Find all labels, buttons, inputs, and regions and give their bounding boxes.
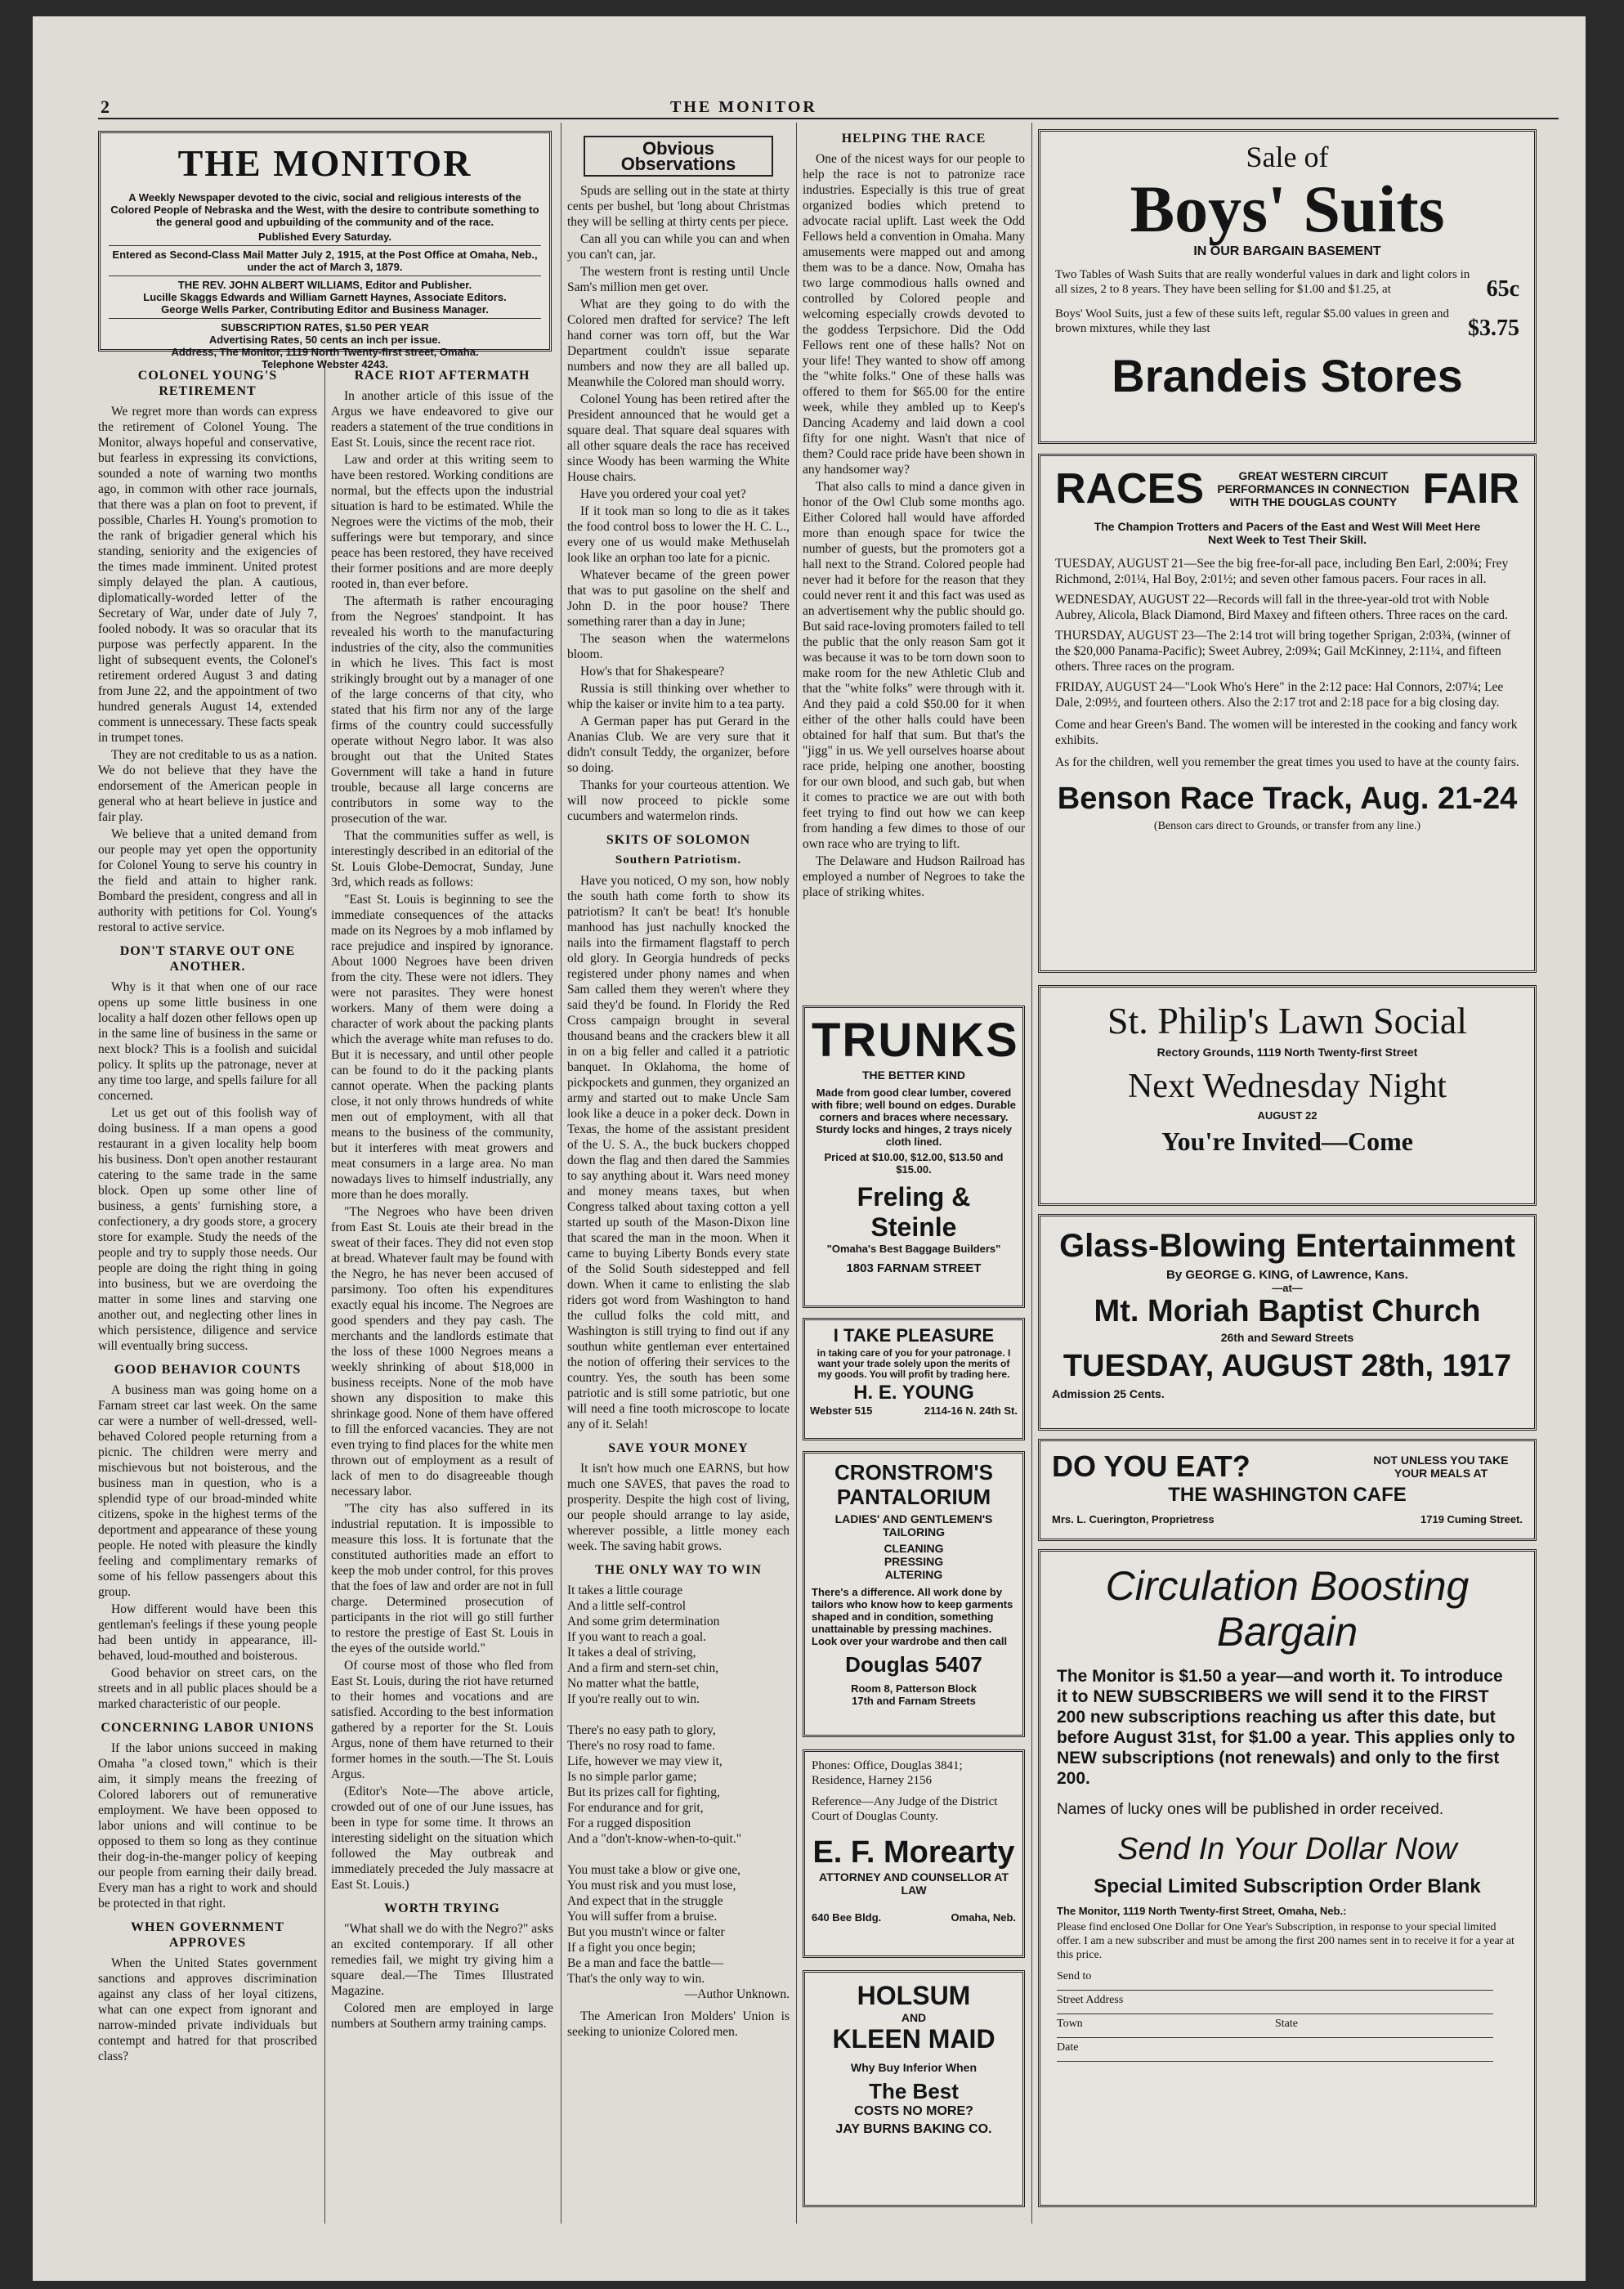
morearty-phones: Phones: Office, Douglas 3841; Residence, Harney 2156 <box>812 1759 963 1787</box>
masthead-advertising: Advertising Rates, 50 cents an inch per issue. <box>208 334 441 346</box>
glass-church: Mt. Moriah Baptist Church <box>1094 1294 1481 1328</box>
cafe-question: DO YOU EAT? <box>1052 1449 1250 1483</box>
street-address-field[interactable] <box>1057 1994 1493 2014</box>
poem-line: Life, however we may view it, <box>567 1754 723 1768</box>
young-body: in taking care of you for your patronage. I want your trade solely upon the merits of my goods. You will profit by trading here. <box>816 1347 1011 1380</box>
cafe-proprietress: Mrs. L. Cuerington, Proprietress <box>1052 1513 1215 1525</box>
headline-only-way: THE ONLY WAY TO WIN <box>595 1563 762 1577</box>
holsum-costs: COSTS NO MORE? <box>854 2104 973 2118</box>
headline-skits: SKITS OF SOLOMON <box>606 833 751 847</box>
morearty-address: 640 Bee Bldg. <box>812 1911 882 1924</box>
headline-good-behavior: GOOD BEHAVIOR COUNTS <box>114 1363 302 1377</box>
paragraph: Of course most of those who fled from East St. Louis, during the riot have returned to their homes and vocations and are satisfied. According to the best information gathered by a reporter for the St. Louis Argus, none of them have returned to their former homes in the south.—The St. Louis Argus. <box>331 1659 553 1781</box>
headline-labor-unions: CONCERNING LABOR UNIONS <box>101 1721 315 1735</box>
masthead-address: Address, The Monitor, 1119 North Twenty-first street, Omaha. <box>171 346 479 358</box>
poem-line: And expect that in the struggle <box>567 1894 723 1908</box>
masthead-rates: SUBSCRIPTION RATES, $1.50 PER YEAR <box>109 318 541 334</box>
poem-line <box>567 1707 790 1722</box>
paragraph: Have you ordered your coal yet? <box>580 487 746 501</box>
paragraph: The aftermath is rather encouraging from the Negroes' standpoint. It has revealed his worth to the manufacturing industries of the city, also the communities in which he lives. This fact is most strikingly brought out by a manager of one of the large concerns of that city, who stated that his firm nor any of the large firms of the country could successfully operate without Negro labor. It was also brought out that the United States Government will take a hand in future trouble, because all large concerns are contributors in some way to the prosecution of the war. <box>331 594 553 826</box>
paragraph: It isn't how much one EARNS, but how much one SAVES, that paves the road to prosperity. Despite the high cost of living, our people should arrange to lay aside, wherever possible, a little money each week. The saving habit grows. <box>567 1462 790 1553</box>
column-2 <box>331 360 553 2232</box>
brandeis-store: Brandeis Stores <box>1112 350 1463 401</box>
paragraph: How different would have been this gentleman's feelings if these young people had been untidy in appearance, ill-behaved, loud-mouthed and boisterous. <box>98 1602 317 1663</box>
obvious-observations-title: Obvious Observations <box>584 136 773 177</box>
races-wednesday: WEDNESDAY, AUGUST 22—Records will fall in the three-year-old trot with Noble Aubrey, Alicola, Black Diamond, Bird Maxey and fifteen others. Three races on the card. <box>1055 593 1508 622</box>
cafe-address: 1719 Cuming Street. <box>1420 1513 1523 1525</box>
cronstrom-subtitle: LADIES' AND GENTLEMEN'S TAILORING <box>834 1512 993 1539</box>
trunks-subtitle: THE BETTER KIND <box>862 1068 965 1082</box>
masthead-editor: THE REV. JOHN ALBERT WILLIAMS, Editor and Publisher. <box>109 275 541 291</box>
paragraph: If it took man so long to die as it takes the food control boss to lower the H. C. L., every one of us would make Methuselah look like an orphan too late for a picnic. <box>567 504 790 565</box>
holsum-line: Why Buy Inferior When <box>851 2061 977 2074</box>
st-philip-title: St. Philip's Lawn Social <box>1107 1000 1468 1041</box>
paragraph: How's that for Shakespeare? <box>580 665 725 679</box>
paragraph: We believe that a united demand from our people may yet open the opportunity for Colonel Young to serve his country in the field and attain to higher rank. Bombard the president, congress and all in authority with petitions for Col. Young's restoral to active service. <box>98 827 317 934</box>
poem-line: No matter what the battle, <box>567 1677 700 1691</box>
st-philip-ad <box>1038 985 1537 1206</box>
trunks-price: Priced at $10.00, $12.00, $13.50 and $15.00. <box>824 1151 1004 1176</box>
trunks-firm: Freling & Steinle <box>857 1182 971 1242</box>
column-rule <box>796 123 797 2224</box>
paragraph: What are they going to do with the Colored men drafted for service? The left hand corner was torn off, but the War Department couldn't issue separate numbers and now they are all balled up. Meanwhile the Colored man should worry. <box>567 298 790 389</box>
races-circuit: GREAT WESTERN CIRCUIT PERFORMANCES IN CONNECTION WITH THE DOUGLAS COUNTY <box>1217 469 1410 508</box>
morearty-name: E. F. Morearty <box>812 1835 1015 1870</box>
headline-government: WHEN GOVERNMENT APPROVES <box>131 1920 284 1950</box>
morearty-ad <box>803 1749 1025 1958</box>
paragraph: We regret more than words can express the retirement of Colonel Young. The Monitor, always hopeful and conservative, but fearless in expressing its convictions, sounded a note of warning two months ago, in common with other race journals, that there was a plan on foot to prevent, if possible, Charles H. Young's promotion to the rank of brigadier general which his standing, seniority and the exigencies of the times made imminent. United protest simply delayed the plan. A cautious, diplomatically-worded letter of the Secretary of War, under date of July 7, fooled nobody. It was so oracular that its purpose was perfectly apparent. In the light of subsequent events, the Colonel's retirement ordered August 3 and dating from June 22, and the appointment of two hundred generals August 14, extended comment is unnecessary. These facts speak in trumpet tones. <box>98 405 317 745</box>
masthead-title: THE MONITOR <box>177 142 472 184</box>
st-philip-address: Rectory Grounds, 1119 North Twenty-first Street <box>1156 1046 1418 1059</box>
brandeis-subtitle: IN OUR BARGAIN BASEMENT <box>1193 244 1381 258</box>
running-title: THE MONITOR <box>670 98 817 116</box>
headline-save-money: SAVE YOUR MONEY <box>608 1441 749 1455</box>
poem-line: If you're really out to win. <box>567 1692 700 1706</box>
poem-line: There's no rosy road to fame. <box>567 1739 715 1753</box>
column-rule <box>324 360 325 2224</box>
st-philip-when: Next Wednesday Night <box>1127 1068 1447 1105</box>
paragraph: A German paper has put Gerard in the Ananias Club. We are very sure that it didn't consult Teddy, the organizer, before so doing. <box>567 714 790 775</box>
poem-line: Is no simple parlor game; <box>567 1770 697 1784</box>
paragraph: Have you noticed, O my son, how nobly the south hath come forth to show its patriotism? It can't be beat! It's honuble manhood has just nachully knocked the nails into the firmament flagstaff to perch old glory. In Georgia hundreds of pecks registered under phony names and when Sam called them they weren't where they said they'd be found. In Floridy the Red Cross campaign brought in several thousand beans and the crackers blew it all in on a big feller and called it a patriotic banquet. In Oklahoma, the home of pickpockets and gunmen, they organized an army and started out to make Uncle Sam look like a deuce in a poker deck. Down in Texas, the home of the assistant president of the U. S. A., the buck buckers chopped down the flag and then dared the Sammies to say anything about it. Wars need money and money means taxes, but when Congress talked about taxing cotton a yell started up south of the Mason-Dixon line that scared the man in the moon. When it came to buying Liberty Bonds every state of the Solid South sidestepped and fell down. When it came to enlisting the slab riders got word from Washington to hand the cullud folks the cold mitt, and Washington is still trying to find out if any southun white gentleman ever entertained the notion of offering their services to the country. Yes, the south has been some patriotic and is still some patriotic, but one will need a fine tooth microscope to locate any of it. Selah! <box>567 874 790 1431</box>
cronstrom-address-1: Room 8, Patterson Block <box>851 1682 977 1695</box>
brandeis-wool-suits: Boys' Wool Suits, just a few of these suits left, regular $5.00 values in green and brown mixtures, while they last <box>1055 307 1449 335</box>
holsum-and: AND <box>901 2011 927 2024</box>
paragraph: One of the nicest ways for our people to help the race is not to patronize race industries. Especially is this true of great organized bodies which pretend to advocate racial uplift. Last week the Odd Fellows held a convention in Omaha. Many amusements were mapped out and among them was to be a dance. Now, Omaha has two large commodious halls owned and controlled by Colored people and welcoming especially crowds devoted to the goddess Terpsichore. Did the Odd Fellows rent one of these halls? Not on your life! They wanted to show off among the "white folks." One of these halls was offered to them for $65.00 for the entire week, while they ambled up to Keep's Dancing Academy and laid down a cool fifty for one night. Wasn't that nice of them? Could race pride have been shown in any handsomer way? <box>803 152 1025 477</box>
paragraph: Spuds are selling out in the state at thirty cents per bushel, but 'long about Christmas they will be selling at thirty cents per piece. <box>567 184 790 229</box>
st-philip-invite: You're Invited—Come <box>1161 1127 1413 1156</box>
morearty-reference: Reference—Any Judge of the District Court of Douglas County. <box>812 1795 998 1823</box>
benson-track: Benson Race Track, Aug. 21-24 <box>1057 782 1518 816</box>
headline-young-retirement: COLONEL YOUNG'S RETIREMENT <box>137 369 278 398</box>
column-4 <box>803 123 1025 973</box>
town-state-field[interactable] <box>1057 2018 1493 2038</box>
circ-title-1: Circulation Boosting <box>1105 1563 1470 1609</box>
cronstrom-title: CRONSTROM'S PANTALORIUM <box>834 1460 993 1509</box>
paragraph: Law and order at this writing seem to have been restored. Working conditions are normal, but the effects upon the industrial situation is hard to be estimated. While the Negroes were the victims of the mob, their sufferings were but temporary, and since peace has been restored, they have received their former positions and are more deeply rooted in, than ever before. <box>331 453 553 591</box>
glass-blowing-ad <box>1038 1214 1537 1431</box>
headline-helping-race: HELPING THE RACE <box>841 132 986 146</box>
races-children: As for the children, well you remember the great times you used to have at the county fairs. <box>1055 755 1519 769</box>
poem-author: —Author Unknown. <box>684 1987 790 2001</box>
races-ad <box>1038 454 1537 973</box>
brandeis-price-2: $3.75 <box>1468 316 1519 341</box>
paragraph: (Editor's Note—The above article, crowded out of one of our June issues, has been in type for some time. It throws an interesting sidelight on the situation which followed the May outbreak and immediately preceded the July massacre at East St. Louis.) <box>331 1785 553 1892</box>
morearty-title: ATTORNEY AND COUNSELLOR AT LAW <box>818 1870 1009 1897</box>
races-friday: FRIDAY, AUGUST 24—"Look Who's Here" in the 2:12 pace: Hal Connors, 2:07¼; Lee Dale, 2:09½, and fourteen others. Also the 2:17 trot and 2:18 pace for a big closing day. <box>1055 680 1504 710</box>
headline-worth-trying: WORTH TRYING <box>384 1902 500 1915</box>
fair-title: FAIR <box>1422 465 1519 513</box>
date-field[interactable] <box>1057 2041 1493 2062</box>
young-phone: Webster 515 <box>810 1404 873 1417</box>
trunks-body: Made from good clear lumber, covered with fibre; well bound on edges. Durable corners and braces where necessary. Sturdy locks and hinges, 2 trays nicely cloth lined. <box>812 1086 1016 1148</box>
cronstrom-pressing: PRESSING <box>884 1555 944 1568</box>
cafe-name: THE WASHINGTON CAFE <box>1168 1484 1407 1506</box>
paragraph: "The city has also suffered in its industrial reputation. It is impossible to measure this loss. It is fortunate that the constituted authorities made an effort to keep the mob under control, for this proves that the foes of law and order are not in full charge. Determined prosecution of participants in the riot will go still further to restore the prestige of East St. Louis in the eyes of the outside world." <box>331 1502 553 1655</box>
young-address: 2114-16 N. 24th St. <box>924 1404 1018 1417</box>
circ-names: Names of lucky ones will be published in order received. <box>1057 1801 1444 1818</box>
holsum-title: HOLSUM <box>857 1981 971 2010</box>
poem-line: It takes a deal of striving, <box>567 1646 696 1660</box>
paragraph: In another article of this issue of the Argus we have endeavored to give our readers a statement of the true conditions in East St. Louis, since the recent race riot. <box>331 389 553 450</box>
paragraph: A business man was going home on a Farnam street car last week. On the same car were a number of well-dressed, well-behaved Colored people returning from a picnic. The children were merry and mischievous but not boisterous, and the business man in question, who is a splendid type of our broad-minded white citizens, spoke in the highest terms of the deportment and appearance of these young people. He noted with pleasure the kindly feeling and complimentary remarks of some of his fellow passengers about this group. <box>98 1383 317 1599</box>
poem-line: You must take a blow or give one, <box>567 1863 740 1877</box>
races-cars: (Benson cars direct to Grounds, or transfer from any line.) <box>1153 820 1421 832</box>
town-label: Town <box>1057 2018 1083 2030</box>
holsum-ad <box>803 1970 1025 2207</box>
cronstrom-altering: ALTERING <box>884 1568 943 1581</box>
cronstrom-cleaning: CLEANING <box>884 1542 944 1555</box>
young-title: I TAKE PLEASURE <box>833 1325 995 1346</box>
brandeis-price-1: 65c <box>1486 276 1519 302</box>
poem-line: That's the only way to win. <box>567 1972 705 1986</box>
glass-address: 26th and Seward Streets <box>1220 1331 1354 1344</box>
paragraph: Can all you can while you can and when you can't can, jar. <box>567 232 790 262</box>
paragraph: The season when the watermelons bloom. <box>567 632 790 661</box>
jay-burns-name: JAY BURNS BAKING CO. <box>835 2122 992 2136</box>
paragraph: That the communities suffer as well, is interestingly described in an editorial of the St. Louis Globe-Democrat, Sunday, June 3rd, which reads as follows: <box>331 829 553 889</box>
subhead-patriotism: Southern Patriotism. <box>615 853 742 867</box>
poem-line: You must risk and you must lose, <box>567 1879 736 1893</box>
young-name: H. E. YOUNG <box>853 1382 974 1404</box>
paragraph: The Delaware and Hudson Railroad has employed a number of Negroes to take the place of striking whites. <box>803 854 1025 899</box>
poem-line <box>567 1847 790 1862</box>
poem-line: If you want to reach a goal. <box>567 1630 707 1644</box>
poem <box>567 1583 790 1987</box>
morearty-city: Omaha, Neb. <box>951 1911 1016 1924</box>
races-subtitle: The Champion Trotters and Pacers of the East and West Will Meet Here Next Week to Test Their Skill. <box>1094 520 1481 546</box>
cronstrom-body: There's a difference. All work done by tailors who know how to keep garments shaped and in condition, something unattainable by pressing machines. Look over your wardrobe and then call <box>812 1586 1013 1647</box>
glass-at: —at— <box>1272 1282 1303 1294</box>
kleen-maid-title: KLEEN MAID <box>832 2024 995 2054</box>
circ-body: The Monitor is $1.50 a year—and worth it. To introduce it to NEW SUBSCRIBERS we will send it to the FIRST 200 new subscriptions reaching us after this date, but before August 31st, for $1.00 a year. This applies only to NEW subscriptions (not renewals) and only to the first 200. <box>1057 1667 1515 1788</box>
poem-line: Be a man and face the battle— <box>567 1956 724 1970</box>
poem-line: For a rugged disposition <box>567 1816 691 1830</box>
cronstrom-address-2: 17th and Farnam Streets <box>852 1695 976 1707</box>
trunks-address: 1803 FARNAM STREET <box>846 1261 982 1275</box>
street-address-label: Street Address <box>1057 1994 1124 2006</box>
paragraph: If the labor unions succeed in making Omaha "a closed town," which is their aim, it simply means the freezing of Colored laborers out of remunerative employment. We have been opposed to labor unions and will continue to be opposed to them so long as they continue their dog-in-the-manger policy of keeping our people from earning their daily bread. Every man has a right to work and should be protected in that right. <box>98 1741 317 1910</box>
masthead-entered: Entered as Second-Class Mail Matter July 2, 1915, at the Post Office at Omaha, Neb., under the act of March 3, 1879. <box>109 245 541 273</box>
paragraph: Russia is still thinking over whether to whip the kaiser or invite him to a tea party. <box>567 682 790 711</box>
paragraph: Let us get out of this foolish way of doing business. If a man opens a good restaurant in a given locality help boom his business. Don't open another restaurant catering to the same trade in the same block. Open up some other line of business, a gents' furnishing store, a confectionery, a dry goods store, a grocery store for example. Study the needs of the people and try to supply those needs. Our people are doing the right thing in going into business, but we are overdoing the matter in some lines and starving one another out, and neglecting other lines in which persistence, diligence and service will eventually bring success. <box>98 1106 317 1353</box>
poem-line: But you mustn't wince or falter <box>567 1925 725 1939</box>
glass-admission: Admission 25 Cents. <box>1052 1387 1165 1400</box>
paragraph: "The Negroes who have been driven from East St. Louis ate their bread in the sweat of their faces. They did not even stop at bread. Whatever fault may be found with the Negro, he has never been accused of parsimony. Too often his expenditures exactly equal his income. The Negroes are good spenders and they pay cash. The merchants and the landlords estimate that the loss of these 1000 Negroes means a weekly shrinking of about $18,000 in business receipts. None of the mob have shown any disposition to make this shrinkage good. None of them have offered to fill the enforced vacancies. They are not even trying to find places for the white men thrown out of employment as a result of lack of men to do disagreeable though necessary labor. <box>331 1205 553 1498</box>
poem-line: And a "don't-know-when-to-quit." <box>567 1832 742 1846</box>
paragraph: That also calls to mind a dance given in honor of the Owl Club some months ago. Either Colored hall would have afforded more than enough space for twice the number of guests, but the promoters got a hall next to the Strand. Colored people had never had it before for the reason that they could never rent it and this fact was used as an advertisement why the public should go. But said race-loving promoters failed to tell the public that the only reason Sam got it was because it was to be torn down soon to make room for the new Athletic Club and that the "white folks" were through with it. And they paid a cold $50.00 for it when either of the other halls could have been obtained for half that sum. But that's the "jigg" in us. We yell ourselves hoarse about race pride, helping one another, boosting for our own blood, and such gab, but when it comes to practice we are out with both feet trying to find out how we can keep from handing a few dimes to those of our own race who are trying to lift. <box>803 480 1025 851</box>
races-tuesday: TUESDAY, AUGUST 21—See the big free-for-all pace, including Ben Earl, 2:00¾; Frey Richmond, 2:01¼, Hal Boy, 2:01½; and seven other famous pacers. Four races in all. <box>1055 557 1509 586</box>
header-rule <box>98 118 1559 119</box>
cafe-side: NOT UNLESS YOU TAKE YOUR MEALS AT <box>1373 1454 1509 1480</box>
holsum-best: The Best <box>869 2079 959 2103</box>
headline-race-riot: RACE RIOT AFTERMATH <box>354 369 530 383</box>
masthead-telephone: Telephone Webster 4243. <box>262 358 388 370</box>
circulation-ad <box>1038 1549 1537 2207</box>
poem-line: And a little self-control <box>567 1599 687 1613</box>
paragraph: Thanks for your courteous attention. We will now proceed to pickle some cucumbers and watermelon rinds. <box>567 778 790 823</box>
masthead <box>98 131 552 370</box>
trunks-ad <box>803 1006 1025 1308</box>
masthead-associates: Lucille Skaggs Edwards and William Garnett Haynes, Associate Editors. <box>143 291 507 303</box>
paragraph: "East St. Louis is beginning to see the immediate consequences of the attacks made on its Negroes by a mob inflamed by race prejudice and inspired by ignorance. About 1000 Negroes have been driven from the city. These were not idlers. They were not parasites. They were honest workers. Many of them were doing a character of work about the packing plants which the average white man refuses to do. But it is necessary, and until other people can be found to do it the packing plants cannot operate. When the packing plants close, it not only throws hundreds of white men out of employment, with all that means to the business of the community, but it interferes with meat growers and meat consumers in a large area. No man nowadays lives to himself industrially, any more than he does morally. <box>331 893 553 1202</box>
races-title: RACES <box>1055 465 1205 513</box>
poem-line: And some grim determination <box>567 1615 720 1628</box>
state-label: State <box>1275 2018 1298 2030</box>
glass-date: TUESDAY, AUGUST 28th, 1917 <box>1063 1349 1512 1383</box>
cronstrom-phone: Douglas 5407 <box>845 1652 982 1677</box>
brandeis-pre: Sale of <box>1246 141 1329 173</box>
circ-form-text: Please find enclosed One Dollar for One Year's Subscription, in response to your special limited offer. I am a new subscriber and must be among the first 200 names sent in to receive it for a year at this price. <box>1057 1921 1514 1961</box>
paragraph: Good behavior on street cars, on the streets and in all public places should be a marked characteristic of our people. <box>98 1666 317 1711</box>
headline-dont-starve: DON'T STARVE OUT ONE ANOTHER. <box>119 944 296 974</box>
glass-title: Glass-Blowing Entertainment <box>1059 1228 1515 1264</box>
paragraph: Colonel Young has been retired after the President announced that he would get a square deal. That square deal squares with all other square deals the race has received since Woody has been warming the White House chairs. <box>567 392 790 484</box>
circ-title-2: Bargain <box>1216 1609 1358 1655</box>
page-number: 2 <box>101 96 110 117</box>
masthead-contributing: George Wells Parker, Contributing Editor and Business Manager. <box>161 303 489 316</box>
brandeis-title: Boys' Suits <box>1130 172 1445 246</box>
masthead-published: Published Every Saturday. <box>257 231 392 243</box>
washington-cafe-ad <box>1038 1439 1537 1541</box>
st-philip-date: AUGUST 22 <box>1257 1109 1318 1122</box>
trunks-slogan: "Omaha's Best Baggage Builders" <box>826 1243 1001 1255</box>
brandeis-wash-suits: Two Tables of Wash Suits that are really wonderful values in dark and light colors in all sizes, 2 to 8 years. They have been selling for $1.00 and $1.25, at <box>1055 268 1470 296</box>
cronstrom-ad <box>803 1451 1025 1737</box>
circ-send: Send In Your Dollar Now <box>1117 1832 1457 1866</box>
circ-order-blank: Special Limited Subscription Order Blank <box>1094 1875 1481 1897</box>
races-band: Come and hear Green's Band. The women will be interested in the cooking and fancy work exhibits. <box>1055 718 1518 747</box>
young-ad <box>803 1318 1025 1440</box>
paragraph: The western front is resting until Uncle Sam's million men get over. <box>567 265 790 294</box>
column-3 <box>567 131 790 2232</box>
poem-line: And a firm and stern-set chin, <box>567 1661 719 1675</box>
poem-line: If a fight you once begin; <box>567 1941 696 1955</box>
column-rule <box>1031 123 1032 2224</box>
brandeis-ad <box>1038 129 1537 444</box>
paragraph: Whatever became of the green power that was to put gasoline on the shelf and John D. in the poor house? There something rarer than a day in June; <box>567 568 790 629</box>
poem-line: It takes a little courage <box>567 1583 683 1597</box>
paragraph: "What shall we do with the Negro?" asks an excited contemporary. If all other remedies fail, we might try giving him a square deal.—The Times Illustrated Magazine. <box>331 1922 553 1998</box>
poem-line: But its prizes call for fighting, <box>567 1785 720 1799</box>
paragraph: Colored men are employed in large numbers at Southern army training camps. <box>331 2001 553 2031</box>
send-to-label: Send to <box>1057 1970 1092 1982</box>
masthead-description: A Weekly Newspaper devoted to the civic, social and religious interests of the Colored People of Nebraska and the West, with the desire to contribute something to the general good and upbuilding of the community and of the race. <box>110 191 539 228</box>
send-to-field[interactable] <box>1057 1970 1493 1991</box>
races-thursday: THURSDAY, AUGUST 23—The 2:14 trot will bring together Sprigan, 2:03¾, (winner of the $20,000 Panama-Pacific); Sweet Aubrey, 2:09¾; Gail McKinney, 2:11¼, and fifteen others. Three races on the program. <box>1055 629 1511 674</box>
poem-line: You will suffer from a bruise. <box>567 1910 718 1924</box>
paragraph: The American Iron Molders' Union is seeking to unionize Colored men. <box>567 2009 790 2039</box>
paragraph: Why is it that when one of our race opens up some little business in one locality a half dozen other fellows open up in the same line of business in the same or next block? This is a foolish and suicidal policy. It splits up the patronage, never at any time too large, and spells failure for all concerned. <box>98 980 317 1103</box>
circ-to: The Monitor, 1119 North Twenty-first Street, Omaha, Neb.: <box>1057 1905 1347 1917</box>
column-1 <box>98 360 317 2232</box>
poem-line: There's no easy path to glory, <box>567 1723 716 1737</box>
poem-line: For endurance and for grit, <box>567 1801 704 1815</box>
glass-by: By GEORGE G. KING, of Lawrence, Kans. <box>1166 1268 1408 1282</box>
paragraph: When the United States government sanctions and approves discrimination against any class of her loyal citizens, what can one expect from ignorant and narrow-minded private individuals but contempt and hatred for that proscribed class? <box>98 1956 317 2063</box>
trunks-title: TRUNKS <box>812 1014 1019 1067</box>
date-label: Date <box>1057 2041 1079 2054</box>
paragraph: They are not creditable to us as a nation. We do not believe that they have the endorsement of the American people in general who at heart believe in justice and fair play. <box>98 748 317 824</box>
